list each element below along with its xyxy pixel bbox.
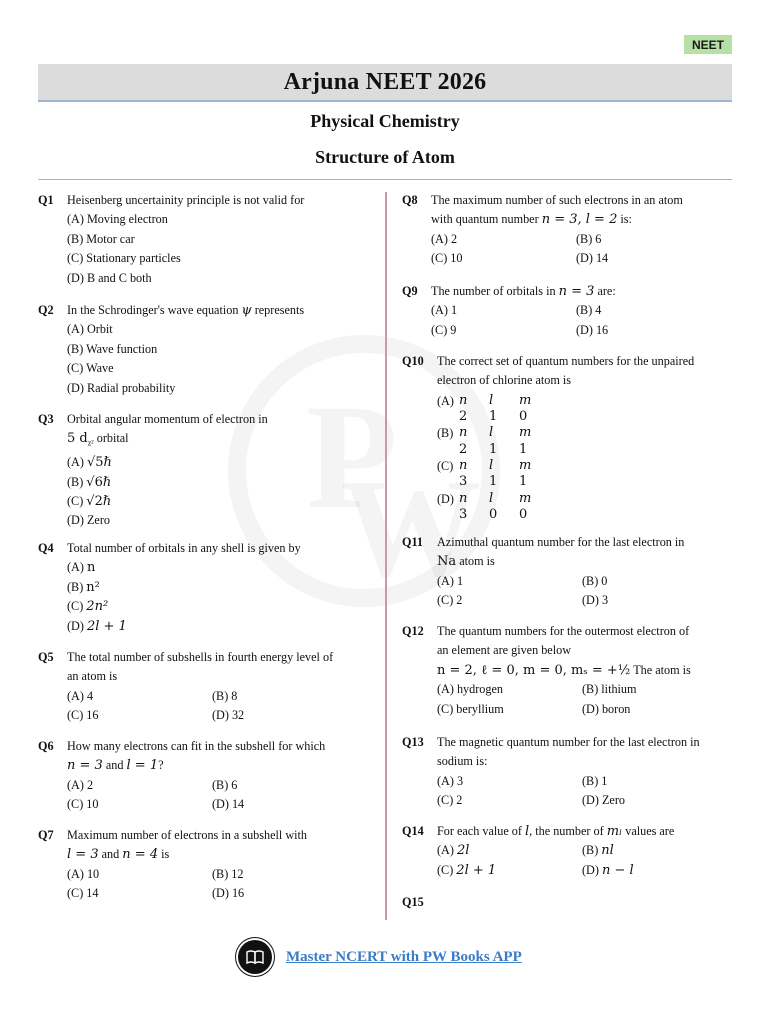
- header-divider: [38, 179, 732, 180]
- option-d[interactable]: (D) boron: [582, 701, 631, 716]
- question-stem-cont: l = 3 and n = 4 is: [67, 847, 170, 863]
- question-number: Q11: [402, 535, 423, 549]
- option-c[interactable]: (C) 2: [437, 593, 463, 608]
- footer: [238, 940, 522, 974]
- option-a[interactable]: (A) 2: [67, 777, 94, 792]
- question-number: Q8: [402, 193, 418, 207]
- option-d[interactable]: (D) Radial probability: [67, 380, 176, 395]
- option-c[interactable]: (C) beryllium: [437, 701, 504, 716]
- option-b[interactable]: (B) 6: [212, 777, 238, 792]
- question-stem: Maximum number of electrons in a subshell with: [67, 828, 307, 842]
- option-d[interactable]: (D) 16: [212, 886, 245, 901]
- question-stem: Heisenberg uncertainity principle is not valid for: [67, 193, 305, 207]
- footer-app-link[interactable]: Master NCERT with PW Books APP: [286, 948, 522, 965]
- title-bar: [38, 64, 732, 102]
- option-c[interactable]: (C) 9: [431, 322, 457, 337]
- question-stem: In the Schrodinger's wave equation ψ represents: [67, 303, 305, 318]
- subject-heading: Physical Chemistry: [310, 111, 460, 131]
- option-a[interactable]: (A) 1: [437, 573, 464, 588]
- page-title: Arjuna NEET 2026: [283, 68, 487, 95]
- option-d[interactable]: (D) 16: [576, 322, 609, 337]
- option-b[interactable]: (B) 12: [212, 866, 244, 881]
- question-number: Q3: [38, 412, 54, 426]
- book-icon[interactable]: [238, 940, 272, 974]
- question-number: Q1: [38, 193, 54, 207]
- question-stem: The maximum number of such electrons in an atom: [431, 193, 683, 207]
- option-a[interactable]: (A) n: [67, 560, 96, 576]
- option-a[interactable]: (A) n l m 2 1 0: [437, 392, 532, 425]
- option-b[interactable]: (B) Wave function: [67, 341, 158, 356]
- option-c[interactable]: (C) Wave: [67, 361, 114, 376]
- question-number: Q13: [402, 735, 424, 749]
- option-a[interactable]: (A) hydrogen: [437, 682, 503, 697]
- question-stem: Orbital angular momentum of electron in: [67, 412, 268, 426]
- question-stem: The number of orbitals in n = 3 are:: [431, 284, 616, 299]
- question-number: Q9: [402, 284, 418, 298]
- question-stem-cont: with quantum number n = 3, l = 2 is:: [431, 212, 632, 228]
- question-number: Q15: [402, 895, 424, 909]
- question-stem-cont: an atom is: [67, 669, 118, 684]
- question-stem-orbital: 5 $d_{z^2}$ orbital: [67, 431, 129, 448]
- option-b[interactable]: (B) n l m 2 1 1: [437, 425, 532, 457]
- question-number: Q10: [402, 354, 424, 368]
- question-stem-values: n = 2, ℓ = 0, m = 0, mₛ = +½ The atom is: [437, 662, 691, 678]
- question-number: Q2: [38, 303, 54, 317]
- option-d[interactable]: (D) 32: [212, 708, 245, 723]
- question-stem: How many electrons can fit in the subshell for which: [67, 739, 326, 753]
- option-c[interactable]: (C) 2n²: [67, 599, 109, 615]
- question-number: Q6: [38, 739, 54, 753]
- option-c[interactable]: (C) 2: [437, 793, 463, 808]
- option-b[interactable]: (B) 8: [212, 688, 238, 703]
- option-a[interactable]: (A) 10: [67, 866, 100, 881]
- question-number: Q7: [38, 828, 54, 842]
- option-c[interactable]: (C) 14: [67, 886, 99, 901]
- question-number: Q5: [38, 650, 54, 664]
- chapter-heading: Structure of Atom: [315, 147, 455, 167]
- option-a[interactable]: (A) 3: [437, 773, 464, 788]
- question-number: Q14: [402, 824, 424, 838]
- option-d[interactable]: (D) 2l + 1: [67, 618, 127, 634]
- option-b[interactable]: (B) √6ℏ: [67, 474, 112, 490]
- column-divider: [385, 192, 387, 920]
- exam-badge: NEET: [684, 35, 732, 54]
- option-c[interactable]: (C) n l m 3 1 1: [437, 458, 532, 490]
- option-c[interactable]: (C) √2ℏ: [67, 494, 112, 510]
- option-b[interactable]: (B) 0: [582, 573, 608, 588]
- option-b[interactable]: (B) 6: [576, 231, 602, 246]
- question-stem-cont: electron of chlorine atom is: [437, 373, 572, 388]
- option-d[interactable]: (D) 14: [212, 797, 245, 812]
- option-d[interactable]: (D) n − l: [582, 862, 634, 878]
- option-a[interactable]: (A) 2: [431, 231, 458, 246]
- option-b[interactable]: (B) nl: [582, 843, 614, 859]
- question-stem: The correct set of quantum numbers for the unpaired: [437, 354, 695, 368]
- option-c[interactable]: (C) Stationary particles: [67, 251, 181, 266]
- option-a[interactable]: (A) √5ℏ: [67, 455, 112, 471]
- option-c[interactable]: (C) 16: [67, 708, 99, 723]
- question-stem: Azimuthal quantum number for the last electron in: [437, 535, 685, 549]
- question-stem-cont: Na atom is: [437, 554, 495, 570]
- question-stem-cont: sodium is:: [437, 754, 488, 769]
- option-c[interactable]: (C) 2l + 1: [437, 862, 497, 878]
- option-d[interactable]: (D) 3: [582, 593, 609, 608]
- option-d[interactable]: (D) Zero: [582, 793, 625, 808]
- question-stem: Total number of orbitals in any shell is given by: [67, 541, 301, 555]
- question-stem: The quantum numbers for the outermost electron of: [437, 624, 690, 638]
- option-d[interactable]: (D) 14: [576, 251, 609, 266]
- option-b[interactable]: (B) 4: [576, 303, 602, 318]
- option-b[interactable]: (B) 1: [582, 773, 608, 788]
- option-d[interactable]: (D) Zero: [67, 513, 110, 528]
- option-d[interactable]: (D) n l m 3 0 0: [437, 490, 532, 522]
- question-number: Q12: [402, 624, 424, 638]
- option-a[interactable]: (A) 4: [67, 688, 94, 703]
- question-number: Q4: [38, 541, 54, 555]
- option-b[interactable]: (B) Motor car: [67, 231, 135, 246]
- option-a[interactable]: (A) 1: [431, 303, 458, 318]
- question-stem: The magnetic quantum number for the last electron in: [437, 735, 700, 749]
- question-stem: For each value of l, the number of mₗ values are: [437, 824, 675, 839]
- option-b[interactable]: (B) lithium: [582, 682, 637, 697]
- question-stem-cont: an element are given below: [437, 643, 572, 658]
- option-c[interactable]: (C) 10: [67, 797, 99, 812]
- question-stem: The total number of subshells in fourth energy level of: [67, 650, 334, 664]
- option-a[interactable]: (A) Moving electron: [67, 212, 168, 227]
- question-stem-cont: n = 3 and l = 1?: [67, 758, 164, 774]
- option-a[interactable]: (A) 2l: [437, 843, 470, 859]
- option-d[interactable]: (D) B and C both: [67, 270, 152, 285]
- option-b[interactable]: (B) n²: [67, 579, 100, 595]
- option-c[interactable]: (C) 10: [431, 251, 463, 266]
- option-a[interactable]: (A) Orbit: [67, 322, 113, 337]
